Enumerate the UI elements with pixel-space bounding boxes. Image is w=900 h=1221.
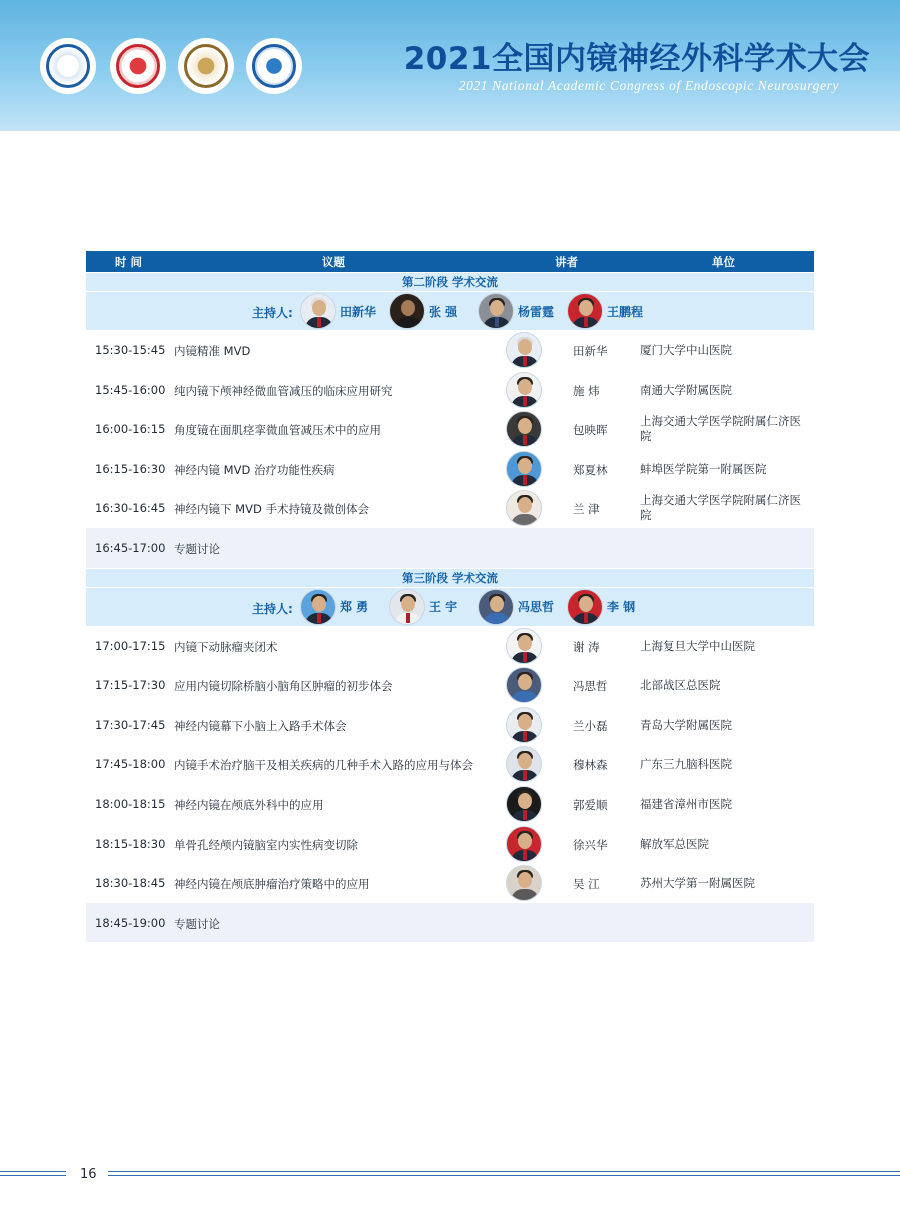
session-topic: 内镜手术治疗脑干及相关疾病的几种手术入路的应用与体会: [174, 758, 473, 773]
session-time: 17:00-17:15: [95, 638, 166, 653]
footer-rule-left-2: [0, 1175, 66, 1176]
speaker-name: 田新华: [573, 344, 608, 358]
speaker-unit: 福建省漳州市医院: [640, 796, 732, 811]
speaker-name: 施 炜: [573, 383, 600, 398]
host: [300, 589, 368, 625]
session-topic: 单骨孔经颅内镜脑室内实性病变切除: [174, 837, 358, 852]
speaker-photo: [506, 490, 542, 526]
speaker-unit: 广东三九脑科医院: [640, 757, 732, 772]
congress-title-en: 2021 National Academic Congress of Endoscopic Neurosurgery: [458, 78, 839, 93]
session-topic: 神经内镜在颅底肿瘤治疗策略中的应用: [174, 877, 370, 892]
speaker-name: 包映晖: [573, 423, 608, 438]
society-logo-2: [110, 38, 166, 94]
speaker-unit: 厦门大学中山医院: [640, 343, 732, 357]
speaker-unit: 蚌埠医学院第一附属医院: [640, 461, 767, 476]
session-time: 15:30-15:45: [95, 343, 166, 357]
hosts-label: 主持人:: [252, 306, 293, 320]
speaker-photo: [506, 746, 542, 782]
speaker-name: 徐兴华: [573, 837, 608, 852]
session-time: 16:00-16:15: [95, 422, 166, 437]
speaker-unit: 上海复旦大学中山医院: [640, 638, 755, 653]
speaker-photo: [506, 332, 542, 368]
session-time: 17:15-17:30: [95, 678, 166, 693]
session-topic: 专题讨论: [174, 541, 220, 556]
table-row: [86, 626, 814, 666]
host-photo: [567, 589, 603, 625]
schedule-table: [86, 251, 814, 942]
speaker-name: 谢 涛: [573, 639, 600, 654]
table-row: [86, 409, 814, 449]
session-time: 16:45-17:00: [95, 540, 166, 555]
speaker-photo: [506, 628, 542, 664]
speaker-unit: 青岛大学附属医院: [640, 717, 732, 732]
host-photo: [478, 293, 514, 329]
journal-logo: [178, 38, 234, 94]
congress-title-cn: 2021全国内镜神经外科学术大会: [403, 41, 870, 77]
host-name: 田新华: [340, 304, 377, 319]
speaker-name: 兰小磊: [573, 718, 608, 733]
host: [478, 589, 554, 625]
session-topic: 神经内镜幕下小脑上入路手术体会: [174, 718, 347, 733]
host-name: 张 强: [429, 304, 458, 319]
session-time: 15:45-16:00: [95, 382, 166, 397]
speaker-photo: [506, 786, 542, 822]
speaker-photo: [506, 826, 542, 862]
host: [478, 293, 554, 329]
table-row: [86, 744, 814, 784]
speaker-name: 冯思哲: [573, 679, 608, 694]
column-speaker: 讲者: [555, 255, 578, 269]
session-time: 18:45-19:00: [95, 915, 166, 930]
session-topic: 神经内镜在颅底外科中的应用: [174, 797, 324, 812]
speaker-unit: 解放军总医院: [640, 836, 709, 851]
speaker-name: 郑夏林: [573, 462, 608, 477]
session-topic: 应用内镜切除桥脑小脑角区肿瘤的初步体会: [174, 679, 393, 694]
stage-title: 第二阶段 学术交流: [86, 273, 814, 291]
column-time: 时 间: [115, 255, 143, 269]
host-name: 郑 勇: [340, 600, 369, 615]
session-topic: 纯内镜下颅神经微血管减压的临床应用研究: [174, 383, 393, 398]
host-name: 王 宇: [429, 600, 458, 615]
speaker-photo: [506, 372, 542, 408]
speaker-name: 吴 江: [573, 877, 600, 892]
session-time: 16:30-16:45: [95, 501, 166, 516]
host-name: 冯思哲: [518, 600, 555, 615]
host: [300, 293, 376, 329]
host-name: 王鹏程: [607, 304, 644, 319]
table-row: [86, 705, 814, 745]
speaker-photo: [506, 707, 542, 743]
table-row: [86, 863, 814, 903]
column-unit: 单位: [712, 255, 735, 269]
host-photo: [567, 293, 603, 329]
host-photo: [478, 589, 514, 625]
session-topic: 神经内镜 MVD 治疗功能性疾病: [174, 462, 335, 477]
speaker-name: 兰 津: [573, 502, 600, 517]
session-topic: 内镜精准 MVD: [174, 344, 251, 358]
speaker-unit: 上海交通大学医学院附属仁济医院: [640, 414, 801, 444]
session-time: 18:30-18:45: [95, 876, 166, 891]
host-photo: [300, 293, 336, 329]
discussion-row: [86, 528, 814, 568]
table-row: [86, 449, 814, 489]
footer-rule-right-2: [108, 1175, 900, 1176]
speaker-name: 穆林森: [573, 758, 608, 773]
column-topic: 议题: [322, 255, 345, 269]
host: [389, 589, 457, 625]
speaker-photo: [506, 865, 542, 901]
session-time: 17:45-18:00: [95, 757, 166, 772]
speaker-unit: 北部战区总医院: [640, 678, 721, 693]
host-name: 李 钢: [607, 600, 636, 615]
session-time: 18:00-18:15: [95, 796, 166, 811]
host-photo: [389, 589, 425, 625]
page-number: 16: [80, 1167, 97, 1182]
hosts-row: [86, 588, 814, 626]
society-logo-1: [40, 38, 96, 94]
session-time: 17:30-17:45: [95, 717, 166, 732]
speaker-unit: 上海交通大学医学院附属仁济医院: [640, 493, 801, 523]
host: [567, 589, 635, 625]
host-name: 杨雷霆: [518, 304, 555, 319]
speaker-unit: 南通大学附属医院: [640, 382, 732, 397]
table-row: [86, 784, 814, 824]
session-time: 16:15-16:30: [95, 461, 166, 476]
speaker-photo: [506, 667, 542, 703]
host: [567, 293, 643, 329]
discussion-row: [86, 903, 814, 943]
footer-rule-right: [108, 1171, 900, 1172]
table-header: [86, 251, 814, 272]
header-banner: [0, 0, 900, 131]
hosts-label: 主持人:: [252, 601, 293, 616]
stage-title: 第三阶段 学术交流: [86, 569, 814, 587]
table-row: [86, 824, 814, 864]
speaker-name: 郭爱顺: [573, 797, 608, 812]
session-topic: 专题讨论: [174, 916, 220, 931]
table-row: [86, 665, 814, 705]
hosts-row: [86, 292, 814, 330]
speaker-photo: [506, 411, 542, 447]
society-logo-4: [246, 38, 302, 94]
footer-rule-left: [0, 1171, 66, 1172]
session-topic: 角度镜在面肌痉挛微血管减压术中的应用: [174, 423, 381, 438]
speaker-photo: [506, 451, 542, 487]
table-row: [86, 488, 814, 528]
table-row: [86, 330, 814, 370]
host: [389, 293, 457, 329]
host-photo: [389, 293, 425, 329]
session-topic: 神经内镜下 MVD 手术持镜及微创体会: [174, 502, 369, 517]
session-time: 18:15-18:30: [95, 836, 166, 851]
speaker-unit: 苏州大学第一附属医院: [640, 876, 755, 891]
host-photo: [300, 589, 336, 625]
session-topic: 内镜下动脉瘤夹闭术: [174, 639, 278, 654]
table-row: [86, 370, 814, 410]
